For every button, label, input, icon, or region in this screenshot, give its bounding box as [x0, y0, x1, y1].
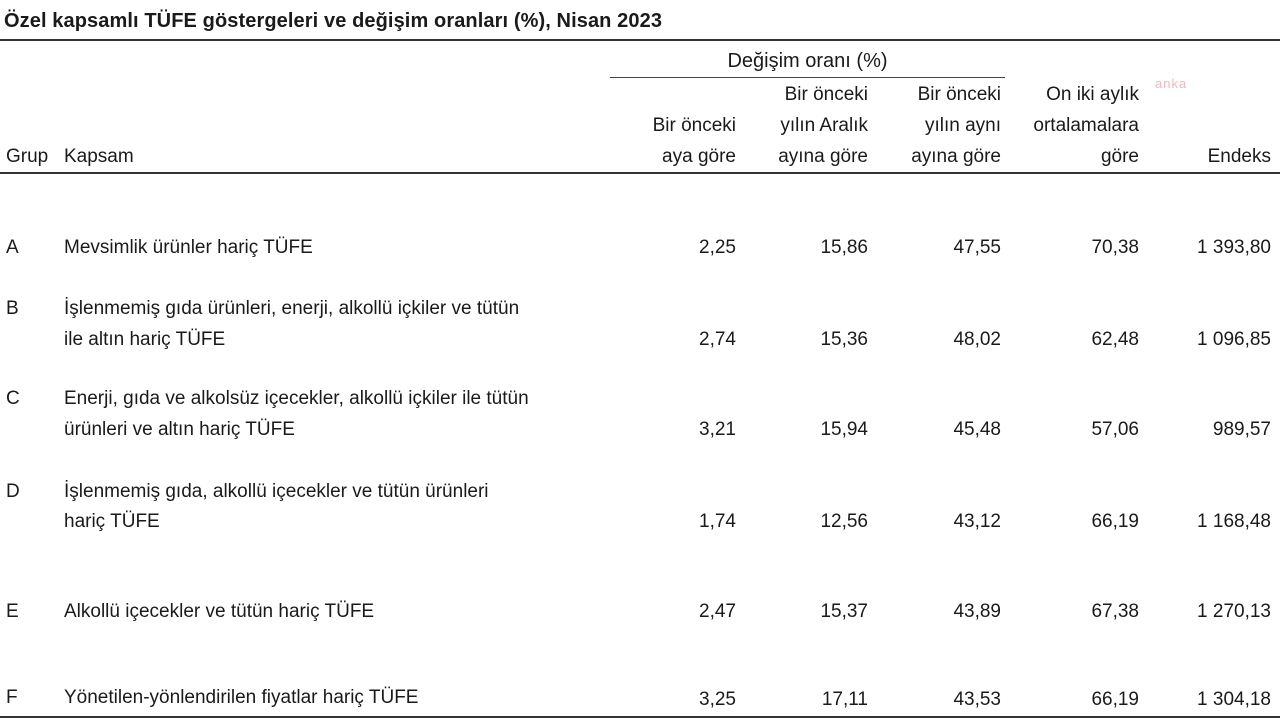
- row-f-group: F: [6, 687, 18, 708]
- row-c-group: C: [6, 388, 20, 409]
- top-rule: [0, 39, 1280, 41]
- header-kapsam: Kapsam: [64, 146, 134, 167]
- row-b-ortalama: 62,48: [1091, 329, 1139, 350]
- table-title: Özel kapsamlı TÜFE göstergeleri ve değişim oranları (%), Nisan 2023: [4, 10, 663, 32]
- row-e-ortalama: 67,38: [1091, 601, 1139, 622]
- row-e-aya: 2,47: [699, 601, 736, 622]
- row-c-kapsam-line1: Enerji, gıda ve alkolsüz içecekler, alkollü içkiler ile tütün: [64, 388, 529, 409]
- row-c-kapsam-line2: ürünleri ve altın hariç TÜFE: [64, 419, 295, 440]
- row-c-endeks: 989,57: [1212, 419, 1271, 440]
- row-b-aya: 2,74: [699, 329, 736, 350]
- row-a-group: A: [6, 237, 19, 258]
- row-b-group: B: [6, 298, 19, 319]
- row-b-kapsam-line1: İşlenmemiş gıda ürünleri, enerji, alkollü içkiler ve tütün: [64, 298, 520, 319]
- row-d-aya: 1,74: [699, 511, 736, 532]
- header-col3-line3: ayına göre: [911, 146, 1001, 167]
- row-e-kapsam: Alkollü içecekler ve tütün hariç TÜFE: [64, 601, 375, 622]
- row-a-aya: 2,25: [699, 237, 736, 258]
- row-f-yillik: 43,53: [953, 689, 1001, 710]
- row-b-endeks: 1 096,85: [1197, 329, 1271, 350]
- header-col2-line1: Bir önceki: [784, 84, 868, 105]
- row-f-aralik: 17,11: [821, 689, 868, 710]
- row-d-endeks: 1 168,48: [1197, 511, 1271, 532]
- change-rate-group-header: Değişim oranı (%): [727, 50, 888, 72]
- row-a-yillik: 47,55: [953, 237, 1001, 258]
- row-a-kapsam: Mevsimlik ürünler hariç TÜFE: [64, 237, 313, 258]
- row-a-aralik: 15,86: [820, 237, 868, 258]
- row-e-endeks: 1 270,13: [1197, 601, 1271, 622]
- row-c-ortalama: 57,06: [1091, 419, 1139, 440]
- row-b-kapsam-line2: ile altın hariç TÜFE: [64, 329, 226, 350]
- header-col4-line1: On iki aylık: [1046, 84, 1139, 105]
- row-a-endeks: 1 393,80: [1197, 237, 1271, 258]
- row-c-aralik: 15,94: [820, 419, 868, 440]
- bottom-rule: [0, 716, 1280, 718]
- row-d-kapsam-line2: hariç TÜFE: [64, 511, 160, 532]
- header-col3-line1: Bir önceki: [917, 84, 1001, 105]
- header-col2-line3: ayına göre: [778, 146, 868, 167]
- header-endeks: Endeks: [1207, 146, 1271, 167]
- header-col4-line3: göre: [1100, 146, 1139, 167]
- row-d-ortalama: 66,19: [1091, 511, 1139, 532]
- row-f-endeks: 1 304,18: [1197, 689, 1271, 710]
- header-col2-line2: yılın Aralık: [780, 115, 868, 136]
- row-c-aya: 3,21: [699, 419, 736, 440]
- row-e-yillik: 43,89: [953, 601, 1001, 622]
- row-c-yillik: 45,48: [953, 419, 1001, 440]
- row-a-ortalama: 70,38: [1091, 237, 1139, 258]
- watermark-logo: anka: [1155, 76, 1188, 91]
- header-bottom-rule: [0, 172, 1280, 174]
- header-col3-line2: yılın aynı: [924, 115, 1001, 136]
- row-b-aralik: 15,36: [820, 329, 868, 350]
- row-d-aralik: 12,56: [820, 511, 868, 532]
- header-col4-line2: ortalamalara: [1033, 115, 1139, 136]
- header-col1-line1: Bir önceki: [652, 115, 736, 136]
- row-d-kapsam-line1: İşlenmemiş gıda, alkollü içecekler ve tütün ürünleri: [64, 481, 489, 502]
- row-e-group: E: [6, 601, 19, 622]
- row-d-group: D: [6, 481, 20, 502]
- group-header-rule: [610, 77, 1005, 78]
- row-b-yillik: 48,02: [953, 329, 1001, 350]
- row-f-kapsam: Yönetilen-yönlendirilen fiyatlar hariç TÜFE: [64, 687, 419, 708]
- row-f-aya: 3,25: [699, 689, 736, 710]
- header-col1-line2: aya göre: [662, 146, 736, 167]
- row-e-aralik: 15,37: [820, 601, 868, 622]
- row-d-yillik: 43,12: [953, 511, 1001, 532]
- header-grup: Grup: [6, 146, 49, 167]
- row-f-ortalama: 66,19: [1091, 689, 1139, 710]
